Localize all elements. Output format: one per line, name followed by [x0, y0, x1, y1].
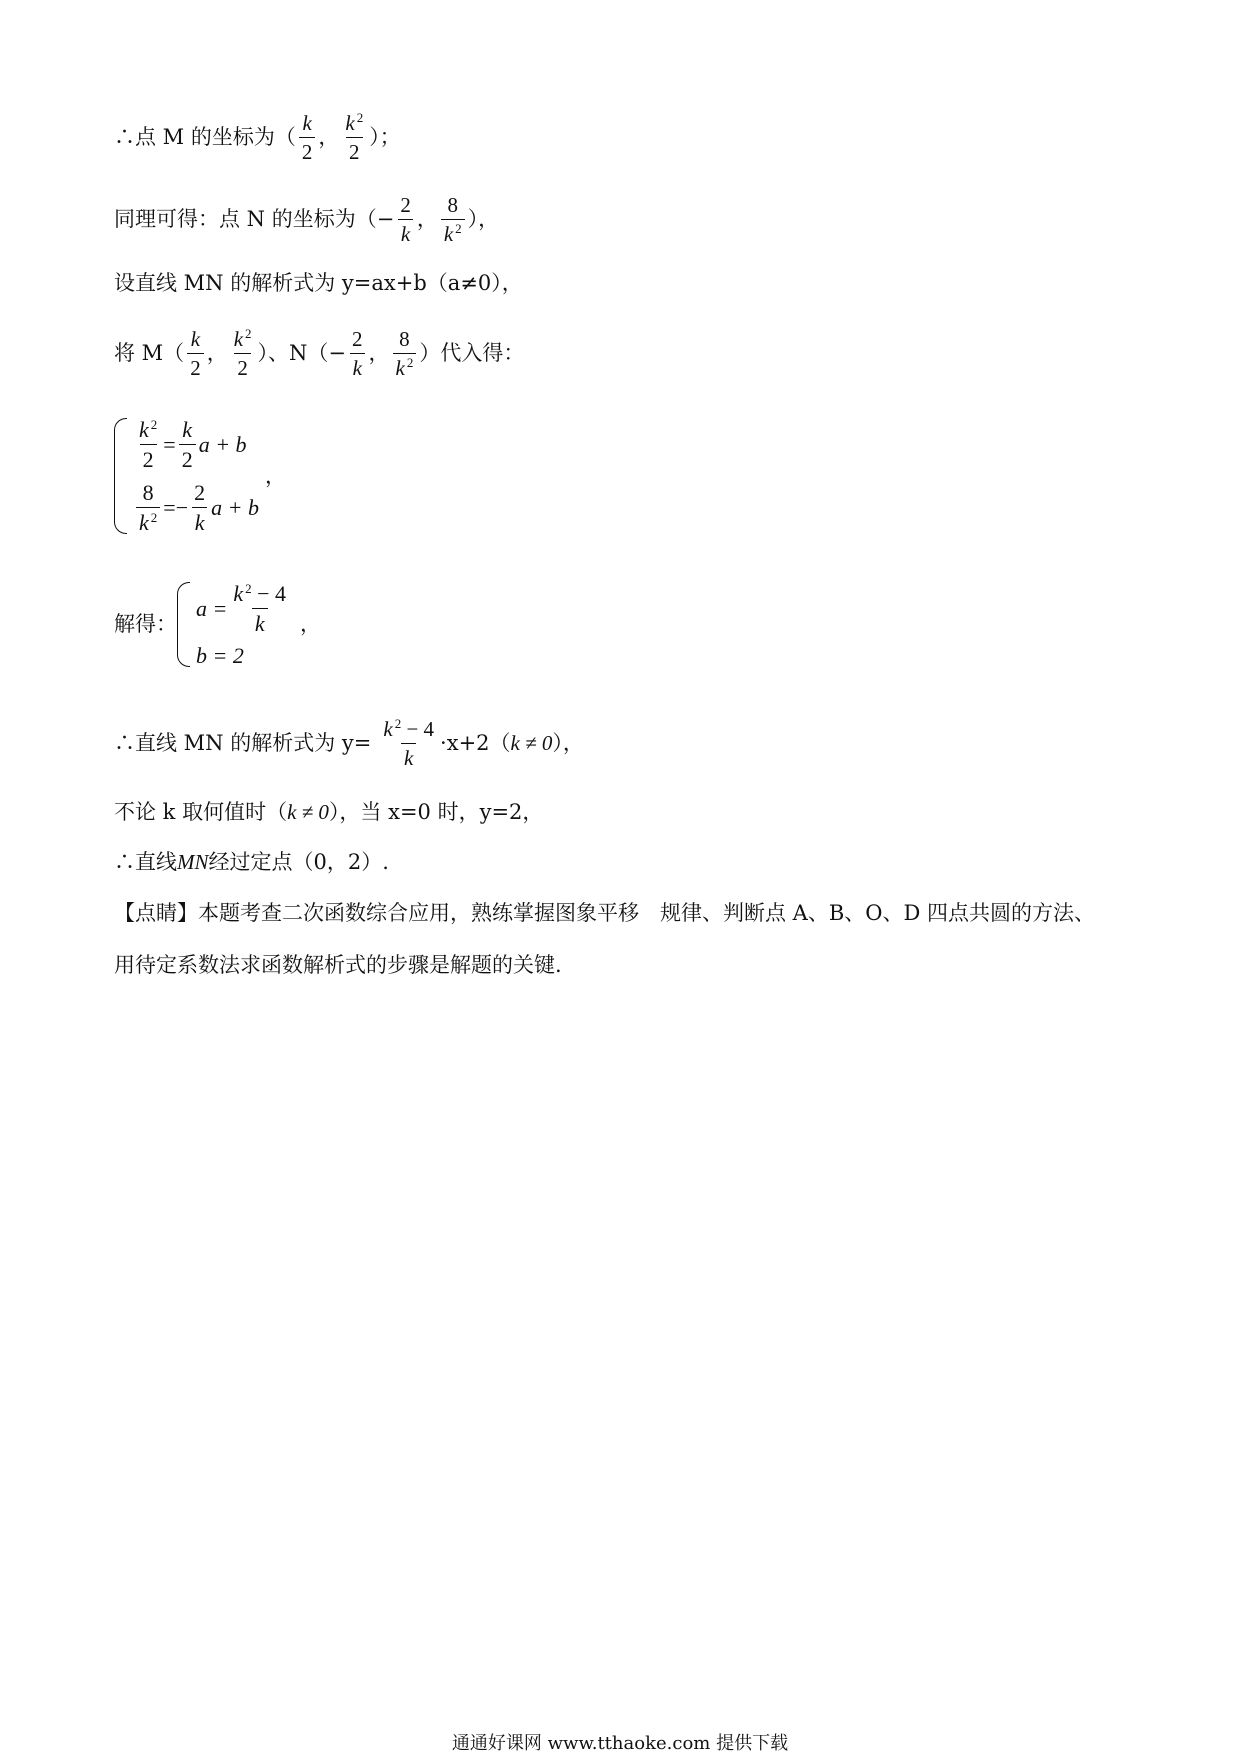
solution-rows: [196, 582, 292, 667]
equation-system: $\frac{k ^2}{2}$ = $\frac{k}{2}$ a + b $\frac{8}{k ^2}$ = − $\frac{2}{k}$ a + b ，: [114, 418, 286, 534]
solution-b: b = 2: [196, 643, 244, 669]
fraction-2-over-k: $\frac{2}{k}$: [349, 328, 366, 379]
fraction-k-over-2: $\frac{k}{2}$: [187, 328, 204, 379]
line-point-m: ∴点 M 的坐标为（ $\frac{k}{2}$ ， $\frac{k ^2}{2}$ ）；: [114, 110, 401, 165]
left-brace: [114, 418, 127, 534]
page-footer: 通通好课网 www.tthaoke.com 提供下载: [451, 1733, 789, 1754]
fraction-2-over-k: $\frac{2}{k}$: [397, 194, 414, 245]
line-any-k: 不论 k 取何值时（ k ≠ 0 ），当 x=0 时，y=2，: [114, 800, 544, 824]
fraction-k2-minus-4-over-k: $\frac{k ^2 - 4}{k}$: [383, 716, 435, 771]
fraction-k2-minus-4-over-k: $\frac{k ^2 - 4}{k}$: [233, 581, 287, 637]
fraction-k2-over-2: $\frac{k ^2}{2}$: [345, 110, 364, 165]
system-block: [114, 418, 259, 534]
line-fixed-point: ∴直线 MN 经过定点（0，2）.: [114, 850, 389, 874]
note-line-1: 【点睛】本题考查二次函数综合应用，熟练掌握图象平移 规律、判断点 A、B、O、D 四点共圆的方法、: [114, 901, 1095, 925]
line-set-equation: 设直线 MN 的解析式为 y=ax+b（a≠0），: [114, 271, 523, 295]
left-brace: [177, 582, 190, 667]
line-solution: 解得： a = $\frac{k ^2 - 4}{k}$ b = 2 ，: [114, 581, 322, 669]
solution-a: a = $\frac{k ^2 - 4}{k}$: [196, 582, 292, 635]
fraction-k-over-2: $\frac{k}{2}$: [179, 418, 196, 471]
equation-row-1: $\frac{k ^2}{2}$ = $\frac{k}{2}$ a + b: [133, 418, 259, 471]
solution-system: [177, 582, 292, 667]
system-rows: [133, 418, 259, 534]
text: ∴点 M 的坐标为（: [114, 125, 296, 150]
equation-row-2: $\frac{8}{k ^2}$ = − $\frac{2}{k}$ a + b: [133, 481, 259, 534]
fraction-8-over-k2: $\frac{8}{k ^2}$: [136, 481, 160, 534]
note-line-2: 用待定系数法求函数解析式的步骤是解题的关键.: [114, 953, 562, 977]
line-point-n: 同理可得：点 N 的坐标为（ − $\frac{2}{k}$ ， $\frac{8}{k ^2}$ ），: [114, 193, 500, 247]
fraction-k2-over-2: $\frac{k ^2}{2}$: [233, 326, 252, 381]
fraction-2-over-k: $\frac{2}{k}$: [191, 481, 208, 534]
fraction-8-over-k2: $\frac{8}{k ^2}$: [393, 328, 417, 379]
line-substitute: 将 M（ $\frac{k}{2}$ ， $\frac{k ^2}{2}$ ）、N（ − $\frac{2}{k}$ ， $\frac{8}{k ^2}$ ）代入得：: [114, 326, 525, 381]
line-mn-equation: ∴直线 MN 的解析式为 y= $\frac{k ^2 - 4}{k}$ ·x+2（ k ≠ 0 ），: [114, 716, 584, 771]
fraction-8-over-k2: $\frac{8}{k ^2}$: [441, 194, 465, 245]
fraction-k-over-2: $\frac{k}{2}$: [299, 112, 316, 163]
fraction-k2-over-2: $\frac{k ^2}{2}$: [139, 417, 158, 473]
